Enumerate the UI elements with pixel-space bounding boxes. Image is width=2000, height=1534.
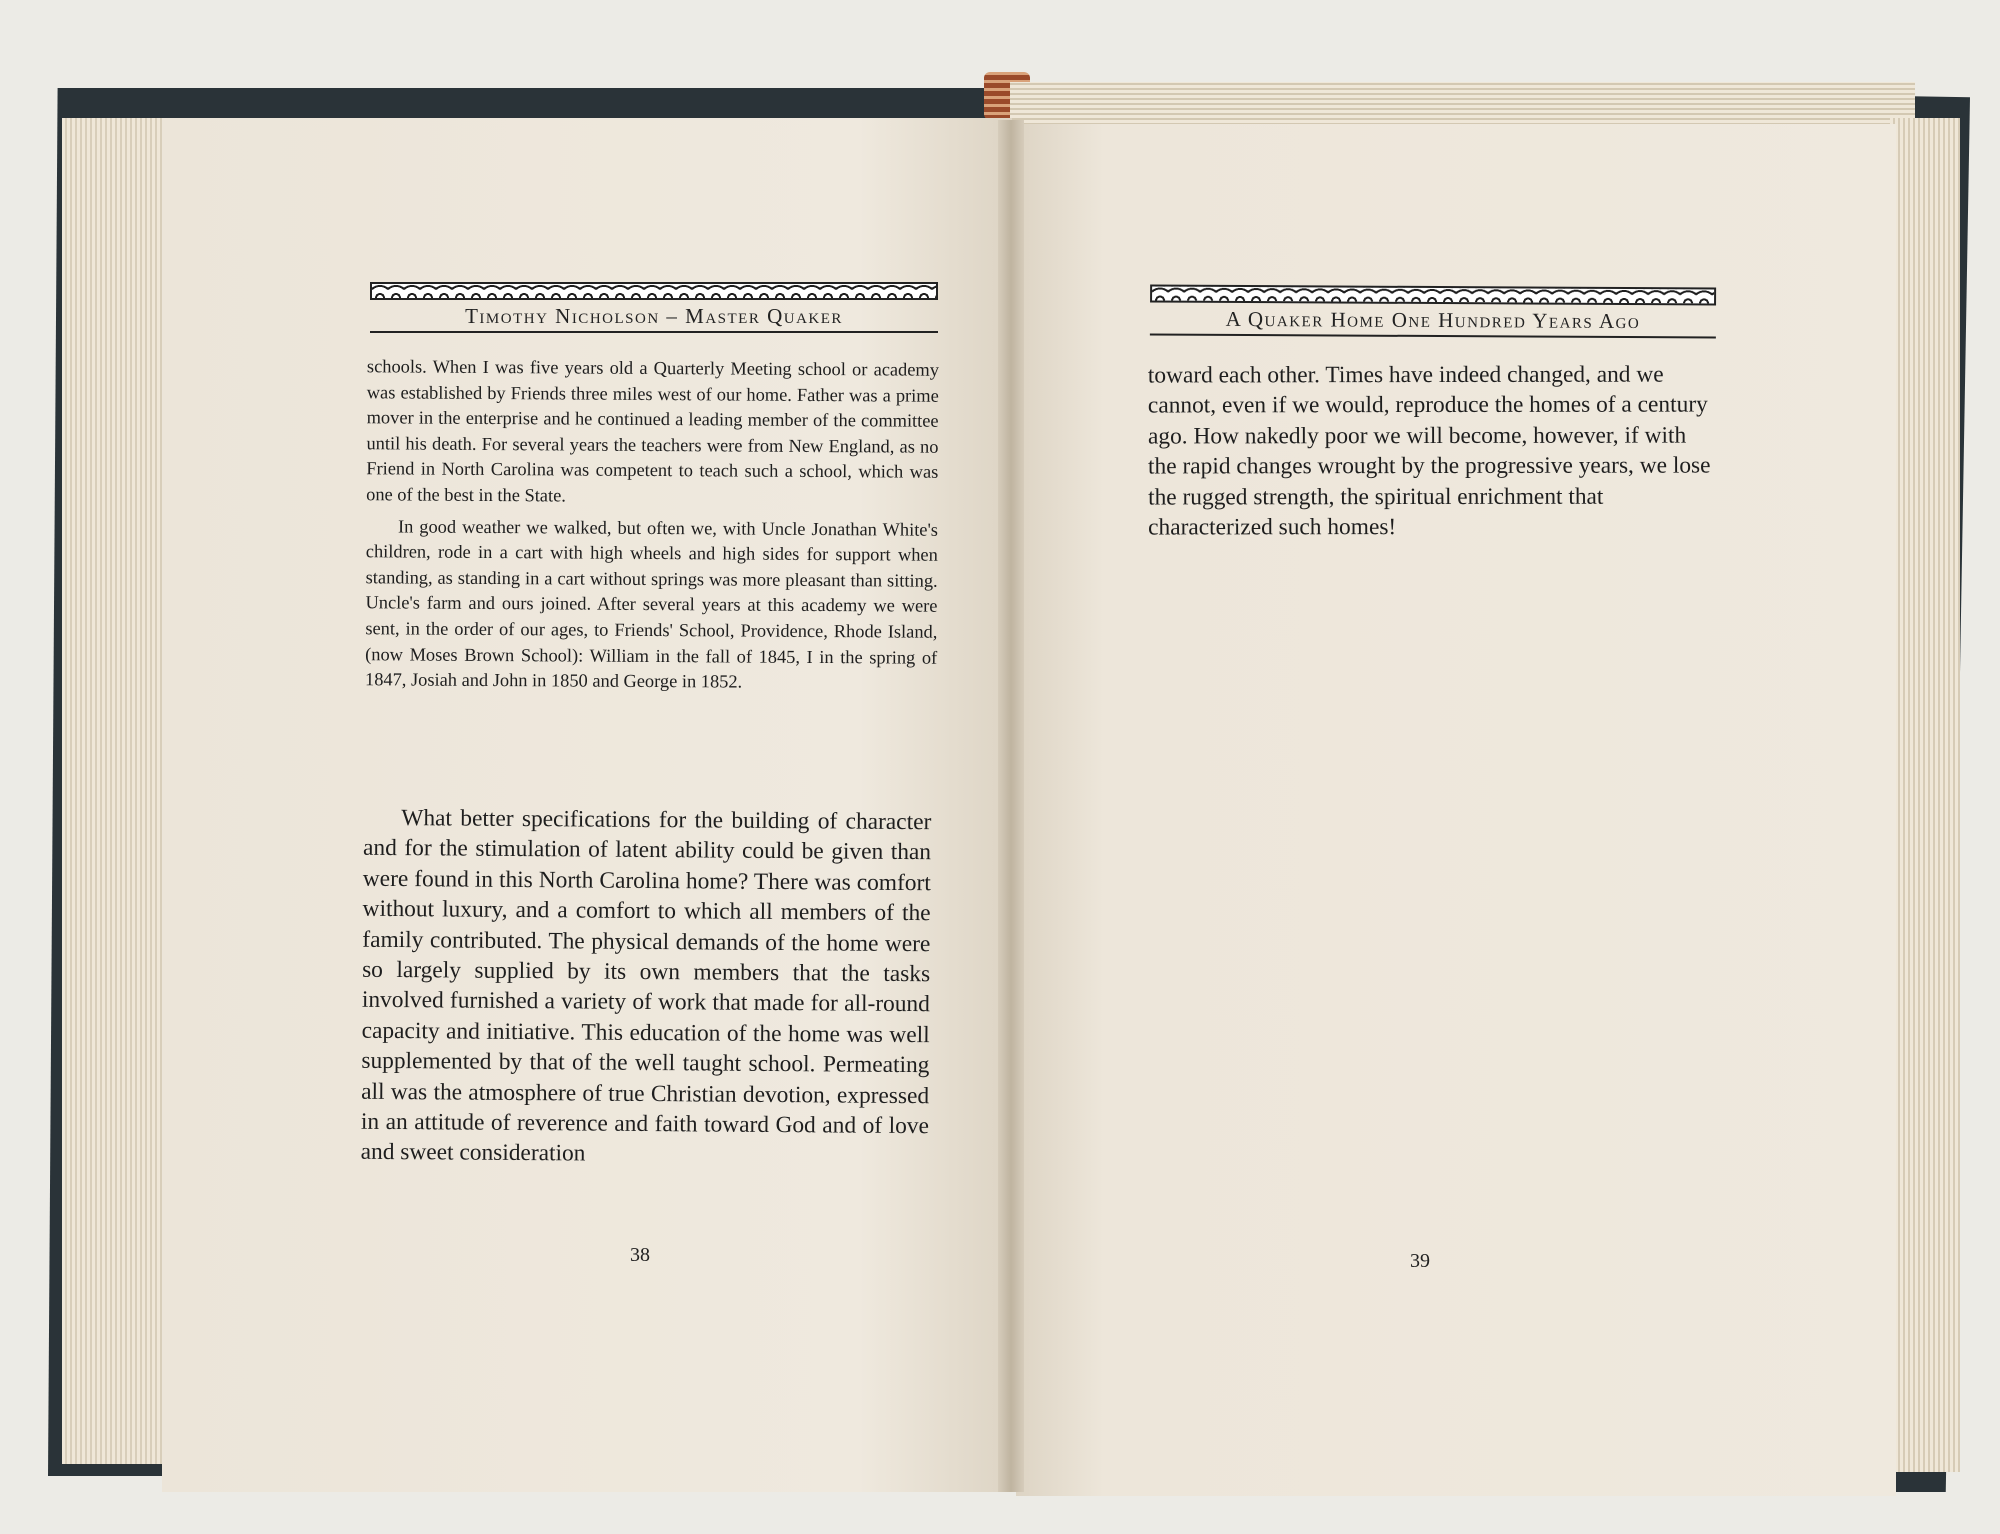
right-running-header — [1150, 285, 1716, 339]
page-number-right: 39 — [1410, 1250, 1430, 1272]
page-block-right-edge — [1890, 118, 1960, 1472]
paragraph: schools. When I was five years old a Quarterly Meeting school or academy was established by Friends three miles west of our home. Father was a prime mover in the enterprise and he continued a leading member of the committee until his death. For several years the teachers were from New England, as no Friend in North Carolina was competent to teach such a school, which was one of the best in the State. — [366, 356, 940, 506]
left-header-title: Timothy Nicholson – Master Quaker — [370, 300, 938, 333]
ornamental-border — [370, 282, 938, 300]
book-gutter — [998, 120, 1024, 1492]
page-number-left: 38 — [630, 1244, 650, 1266]
left-small-text-block — [365, 354, 939, 696]
page-block-top-edge — [1010, 82, 1915, 128]
paragraph: What better specifications for the building of character and for the stimulation of latent ability could be given than were found in this North Carolina home? There was comfort without luxury, and a comfort to which all members of the family contributed. The physical demands of the home were so largely supplied by its own members that the tasks involved furnished a variety of work that made for all-round capacity and initiative. This education of the home was well supplemented by that of the well taught school. Permeating all was the atmosphere of true Christian devotion, expressed in an attitude of reverence and faith toward God and of love and sweet consideration — [360, 805, 932, 1167]
right-text-block — [1148, 360, 1714, 543]
left-large-text-block — [361, 803, 932, 1172]
left-running-header — [370, 282, 938, 333]
page-block-left-edge — [62, 118, 162, 1464]
paragraph: toward each other. Times have indeed changed, and we cannot, even if we would, reproduce the homes of a century ago. How nakedly poor we will become, however, if with the rapid changes wrought by the progressive years, we lose the rugged strength, the spiritual enrichment that characterized such homes! — [1147, 361, 1711, 541]
paragraph: In good weather we walked, but often we, with Uncle Jonathan White's children, rode in a cart with high wheels and high sides for support when standing, as standing in a cart without springs was more pleasant than sitting. Uncle's farm and ours joined. After several years at this academy we were sent, in the order of our ages, to Friends' School, Providence, Rhode Island, (now Moses Brown School): William in the fall of 1845, I in the spring of 1847, Josiah and John in 1850 and George in 1852. — [364, 516, 939, 692]
right-header-title: A Quaker Home One Hundred Years Ago — [1150, 303, 1716, 339]
